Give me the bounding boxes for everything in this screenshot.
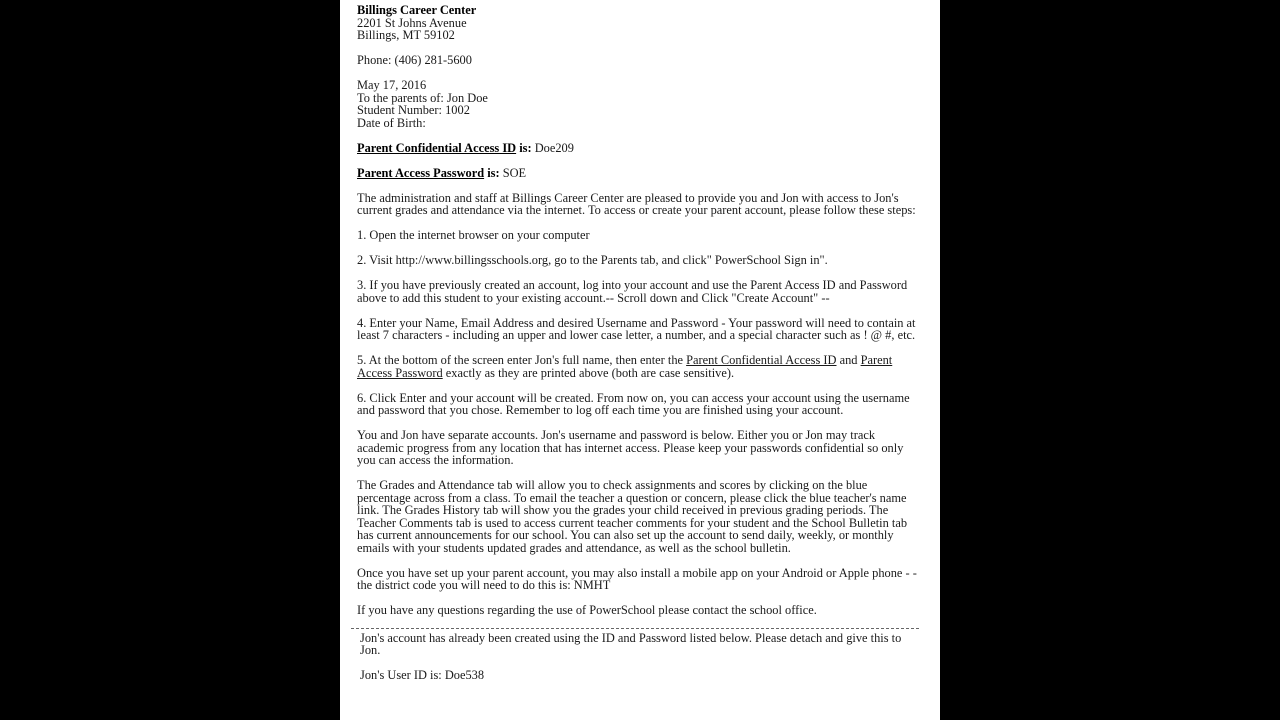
step-5-access-id-ref: Parent Confidential Access ID bbox=[686, 353, 837, 367]
grades-info-paragraph: The Grades and Attendance tab will allow you to check assignments and scores by clicking on the blue percentage across from a class. To email the teacher a question or concern, please click the blue teacher's name link. The Grades History tab will show you the grades your child received in previous grading periods. The Teacher Comments tab is used to access current teacher comments for your student and the School Bulletin tab has current announcements for our school. You can also set up the account to send daily, weekly, or monthly emails with your students updated grades and attendance, as well as the school bulletin. bbox=[357, 478, 908, 555]
step-5-text-a: 5. At the bottom of the screen enter Jon's full name, then enter the bbox=[357, 353, 687, 367]
letter-date: May 17, 2016 bbox=[357, 78, 427, 92]
address-line2: Billings, MT 59102 bbox=[357, 28, 455, 42]
step-1: 1. Open the internet browser on your computer bbox=[357, 228, 590, 242]
step-3: 3. If you have previously created an account, log into your account and use the Parent Access ID and Password above to add this student to your existing account.-- Scroll down and Click "Create Account" -- bbox=[357, 278, 908, 305]
password-suffix: is: bbox=[484, 165, 503, 180]
step-4: 4. Enter your Name, Email Address and desired Username and Password - Your password will need to contain at least 7 characters - including an upper and lower case letter, a number, and a special character such as ! @ #, etc. bbox=[357, 315, 916, 342]
step-6: 6. Click Enter and your account will be created. From now on, you can access your account using the username and password that you chose. Remember to log off each time you are finished using your account. bbox=[357, 390, 910, 417]
access-id-line bbox=[357, 142, 920, 155]
password-line bbox=[357, 167, 920, 180]
step-5-text-c: exactly as they are printed above (both are case sensitive). bbox=[442, 365, 735, 380]
letter-page bbox=[340, 0, 940, 720]
school-name: Billings Career Center bbox=[357, 3, 477, 17]
access-id-label: Parent Confidential Access ID bbox=[357, 140, 517, 155]
step-5-text-b: and bbox=[836, 353, 861, 367]
questions-paragraph: If you have any questions regarding the use of PowerSchool please contact the school office. bbox=[357, 603, 817, 617]
detach-section bbox=[360, 632, 916, 682]
intro-paragraph: The administration and staff at Billings Career Center are pleased to provide you and Jon with access to Jon's current grades and attendance via the internet. To access or create your parent account, please follow these steps: bbox=[357, 190, 916, 217]
detach-divider bbox=[351, 628, 919, 629]
student-user-id: Jon's User ID is: Doe538 bbox=[360, 668, 485, 682]
separate-accounts-paragraph: You and Jon have separate accounts. Jon's username and password is below. Either you or Jon may track academic progress from any location that has internet access. Please keep your passwords confidential so only you can access the information. bbox=[357, 428, 904, 467]
date-of-birth: Date of Birth: bbox=[357, 115, 426, 130]
step-5 bbox=[357, 354, 920, 379]
step-5-password-ref: Parent Access Password bbox=[357, 353, 893, 380]
password-label: Parent Access Password bbox=[357, 165, 485, 180]
detach-notice: Jon's account has already been created using the ID and Password listed below. Please detach and give this to Jon. bbox=[360, 630, 902, 657]
student-number: Student Number: 1002 bbox=[357, 103, 470, 117]
mobile-app-paragraph: Once you have set up your parent account, you may also install a mobile app on your Android or Apple phone - - the district code you will need to do this is: NMHT bbox=[357, 565, 917, 592]
letter-content bbox=[357, 4, 920, 682]
access-id-value: Doe209 bbox=[534, 140, 574, 155]
access-id-suffix: is: bbox=[516, 140, 535, 155]
password-value: SOE bbox=[502, 165, 527, 180]
step-2: 2. Visit http://www.billingsschools.org, go to the Parents tab, and click" PowerSchool Sign in". bbox=[357, 253, 828, 267]
phone: Phone: (406) 281-5600 bbox=[357, 53, 472, 67]
to-parents: To the parents of: Jon Doe bbox=[357, 90, 488, 105]
address-line1: 2201 St Johns Avenue bbox=[357, 15, 467, 30]
